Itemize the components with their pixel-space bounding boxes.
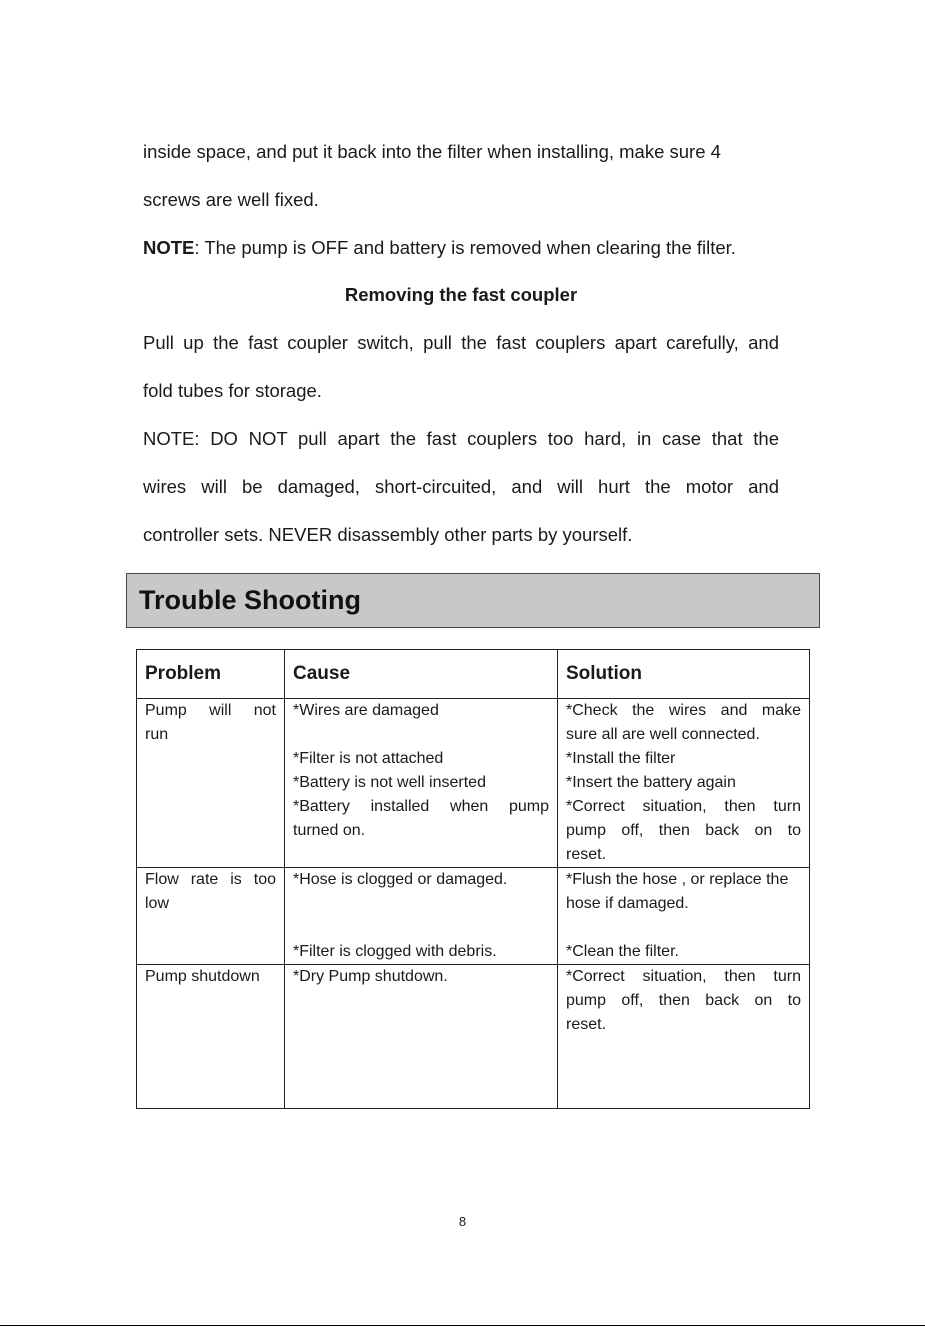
cell-line: pump off, then back on to (566, 822, 801, 839)
coupler-para-line-1: Pull up the fast coupler switch, pull the fast couplers apart carefully, and (143, 332, 779, 353)
solution-cell (558, 699, 810, 868)
header-problem: Problem (137, 650, 285, 699)
cell-line: *Insert the battery again (566, 774, 736, 791)
cell-line: turned on. (293, 822, 366, 839)
note-label: NOTE (143, 237, 195, 258)
coupler-para-line-2: fold tubes for storage. (143, 380, 322, 401)
cell-line: *Wires are damaged (293, 702, 439, 719)
cell-line: *Filter is clogged with debris. (293, 943, 497, 960)
cause-cell (285, 699, 558, 868)
section-title: Trouble Shooting (139, 585, 361, 615)
section-banner (126, 573, 820, 628)
cell-line: sure all are well connected. (566, 726, 760, 743)
cell-line: *Battery installed when pump (293, 798, 549, 815)
troubleshooting-table (136, 649, 810, 1109)
cell-line: Pump shutdown (145, 968, 260, 985)
table-row (137, 868, 810, 965)
cell-line: *Battery is not well inserted (293, 774, 486, 791)
coupler-heading: Removing the fast coupler (344, 284, 578, 305)
table-row (137, 965, 810, 1109)
coupler-section (143, 271, 779, 559)
cell-line: *Correct situation, then turn (566, 798, 801, 815)
bottom-rule (0, 1325, 925, 1326)
cell-line: Flow rate is too (145, 871, 276, 888)
table-header-row (137, 650, 810, 699)
blank-line (566, 916, 801, 940)
blank-line (293, 916, 549, 940)
problem-cell (137, 965, 285, 1109)
cell-line: *Hose is clogged or damaged. (293, 871, 508, 888)
intro-block (143, 128, 779, 272)
solution-cell (558, 868, 810, 965)
cause-cell (285, 868, 558, 965)
problem-cell (137, 868, 285, 965)
note-text: : The pump is OFF and battery is removed when clearing the filter. (194, 237, 736, 258)
cell-line: *Clean the filter. (566, 943, 679, 960)
coupler-note-line-1: NOTE: DO NOT pull apart the fast couplers too hard, in case that the (143, 428, 779, 449)
blank-line (293, 892, 549, 916)
cell-line: reset. (566, 846, 607, 863)
cause-cell (285, 965, 558, 1109)
cell-line: run (145, 726, 169, 743)
cell-line: *Filter is not attached (293, 750, 444, 767)
cell-line: pump off, then back on to (566, 992, 801, 1009)
coupler-note-line-2: wires will be damaged, short-circuited, and will hurt the motor and (143, 476, 779, 497)
solution-cell (558, 965, 810, 1109)
header-solution: Solution (558, 650, 810, 699)
cell-line: *Flush the hose , or replace the (566, 871, 789, 888)
cell-line: low (145, 895, 170, 912)
cell-line: *Check the wires and make (566, 702, 801, 719)
cell-line: reset. (566, 1016, 607, 1033)
intro-line-2: screws are well fixed. (143, 189, 319, 210)
coupler-note-line-3: controller sets. NEVER disassembly other parts by yourself. (143, 524, 633, 545)
problem-cell (137, 699, 285, 868)
cell-line: *Install the filter (566, 750, 676, 767)
page-number: 8 (458, 1214, 467, 1229)
cell-line: hose if damaged. (566, 895, 689, 912)
intro-line-1: inside space, and put it back into the filter when installing, make sure 4 (143, 141, 721, 162)
intro-note (143, 224, 779, 272)
cell-line: *Correct situation, then turn (566, 968, 801, 985)
table-row (137, 699, 810, 868)
header-cause: Cause (285, 650, 558, 699)
cell-line: *Dry Pump shutdown. (293, 968, 448, 985)
cell-line: Pump will not (145, 702, 276, 719)
blank-line (293, 723, 549, 747)
